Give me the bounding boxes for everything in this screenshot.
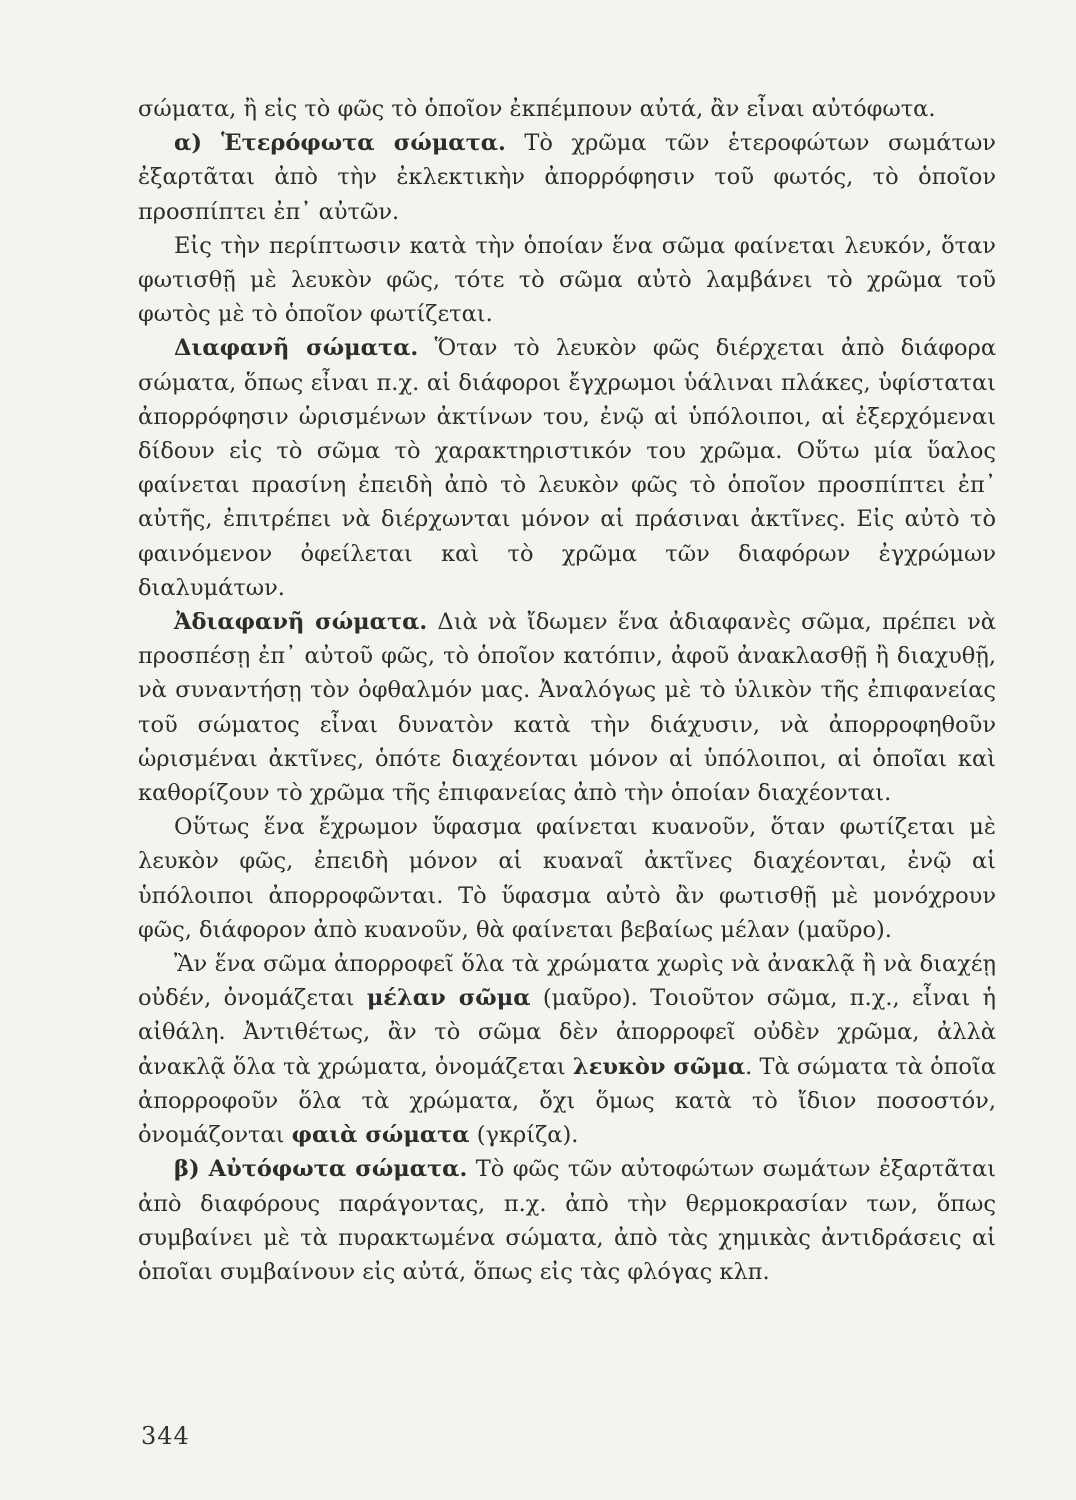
- heading-transparent-bodies: Διαφανῆ σώματα.: [174, 335, 419, 362]
- heading-opaque-bodies: Ἀδιαφανῆ σώματα.: [174, 609, 428, 636]
- heading-heterophotic-bodies: α) Ἑτερόφωτα σώματα.: [174, 130, 506, 157]
- text-segment: (μαῦρο). Τοιοῦτον σῶμα, π.χ., εἶναι ἡ αἰθάλη. Ἀντιθέτως, ἂν τὸ σῶμα δὲν ἀπορροφεῖ οὐδὲν χρῶμα, ἀλλὰ ἀνακλᾷ ὅλα τὰ χρώματα, ὀνομάζεται: [138, 985, 996, 1080]
- paragraph-opaque-bodies: [138, 605, 996, 810]
- text-segment: . Τὰ σώματα τὰ ὁποῖα ἀπορροφοῦν ὅλα τὰ χρώματα, ὄχι ὅμως κατὰ τὸ ἴδιον ποσοστόν, ὀνομάζονται: [138, 1053, 996, 1149]
- text-self-luminous-bodies: Τὸ φῶς τῶν αὐτοφώτων σωμάτων ἐξαρτᾶται ἀπὸ διαφόρους παράγοντας, π.χ. ἀπὸ τὴν θερμοκρασίαν των, ὅπως συμβαίνει μὲ τὰ πυρακτωμένα σώματα, ἀπὸ τὰς χημικὰς ἀντιδράσεις αἱ ὁποῖαι συμβαίνουν εἰς αὐτά, ὅπως εἰς τὰς φλόγας κλπ.: [138, 1156, 996, 1285]
- paragraph-blue-fabric: Οὕτως ἕνα ἔχρωμον ὕφασμα φαίνεται κυανοῦν, ὅταν φωτίζεται μὲ λευκὸν φῶς, ἐπειδὴ μόνον αἱ κυαναῖ ἀκτῖνες διαχέονται, ἐνῷ αἱ ὑπόλοιποι ἀπορροφῶνται. Τὸ ὕφασμα αὐτὸ ἂν φωτισθῇ μὲ μονόχρουν φῶς, διάφορον ἀπὸ κυανοῦν, θὰ φαίνεται βεβαίως μέλαν (μαῦρο).: [138, 814, 996, 943]
- paragraph-continuation: σώματα, ἢ εἰς τὸ φῶς τὸ ὁποῖον ἐκπέμπουν αὐτά, ἂν εἶναι αὐτόφωτα.: [138, 96, 936, 122]
- text-segment: (γκρίζα).: [469, 1122, 579, 1149]
- heading-self-luminous-bodies: β) Αὐτόφωτα σώματα.: [174, 1156, 468, 1183]
- term-white-body: λευκὸν σῶμα: [572, 1053, 746, 1080]
- text-heterophotic-bodies: Τὸ χρῶμα τῶν ἑτεροφώτων σωμάτων ἐξαρτᾶται ἀπὸ τὴν ἐκλεκτικὴν ἀπορρόφησιν τοῦ φωτός, τὸ ὁποῖον προσπίπτει ἐπ᾽ αὐτῶν.: [138, 130, 996, 225]
- paragraph-black-white-grey-bodies: [138, 947, 996, 1152]
- page-number: 344: [141, 1422, 190, 1450]
- text-segment: Ἂν ἕνα σῶμα ἀπορροφεῖ ὅλα τὰ χρώματα χωρὶς νὰ ἀνακλᾷ ἢ νὰ διαχέῃ οὐδέν, ὀνομάζεται: [138, 951, 996, 1012]
- text-opaque-bodies: Διὰ νὰ ἴδωμεν ἕνα ἀδιαφανὲς σῶμα, πρέπει νὰ προσπέσῃ ἐπ᾽ αὐτοῦ φῶς, τὸ ὁποῖον κατόπιν, ἀφοῦ ἀνακλασθῇ ἢ διαχυθῇ, νὰ συναντήσῃ τὸν ὀφθαλμόν μας. Ἀναλόγως μὲ τὸ ὑλικὸν τῆς ἐπιφανείας τοῦ σώματος εἶναι δυνατὸν κατὰ τὴν διάχυσιν, νὰ ἀπορροφηθοῦν ὡρισμέναι ἀκτῖνες, ὁπότε διαχέονται μόνον αἱ ὑπόλοιποι, αἱ ὁποῖαι καὶ καθορίζουν τὸ χρῶμα τῆς ἐπιφανείας ἀπὸ τὴν ὁποίαν διαχέονται.: [138, 609, 997, 807]
- paragraph-transparent-bodies: [138, 331, 996, 605]
- page-body: [138, 92, 996, 1289]
- paragraph-white-body: Εἰς τὴν περίπτωσιν κατὰ τὴν ὁποίαν ἕνα σῶμα φαίνεται λευκόν, ὅταν φωτισθῇ μὲ λευκὸν φῶς, τότε τὸ σῶμα αὐτὸ λαμβάνει τὸ χρῶμα τοῦ φωτὸς μὲ τὸ ὁποῖον φωτίζεται.: [138, 232, 996, 328]
- text-transparent-bodies: Ὅταν τὸ λευκὸν φῶς διέρχεται ἀπὸ διάφορα σώματα, ὅπως εἶναι π.χ. αἱ διάφοροι ἔγχρωμοι ὑάλιναι πλάκες, ὑφίσταται ἀπορρόφησιν ὡρισμένων ἀκτίνων του, ἐνῷ αἱ ὑπόλοιποι, αἱ ἐξερχόμεναι δίδουν εἰς τὸ σῶμα τὸ χαρακτηριστικόν του χρῶμα. Οὕτω μία ὕαλος φαίνεται πρασίνη ἐπειδὴ ἀπὸ τὸ λευκὸν φῶς τὸ ὁποῖον προσπίπτει ἐπ᾽ αὐτῆς, ἐπιτρέπει νὰ διέρχωνται μόνον αἱ πράσιναι ἀκτῖνες. Εἰς αὐτὸ τὸ φαινόμενον ὀφείλεται καὶ τὸ χρῶμα τῶν διαφόρων ἐγχρώμων διαλυμάτων.: [138, 335, 997, 601]
- term-grey-bodies: φαιὰ σώματα: [291, 1122, 470, 1149]
- paragraph-heterophotic-bodies: [138, 126, 996, 229]
- term-black-body: μέλαν σῶμα: [366, 985, 531, 1012]
- paragraph-self-luminous-bodies: [138, 1152, 996, 1289]
